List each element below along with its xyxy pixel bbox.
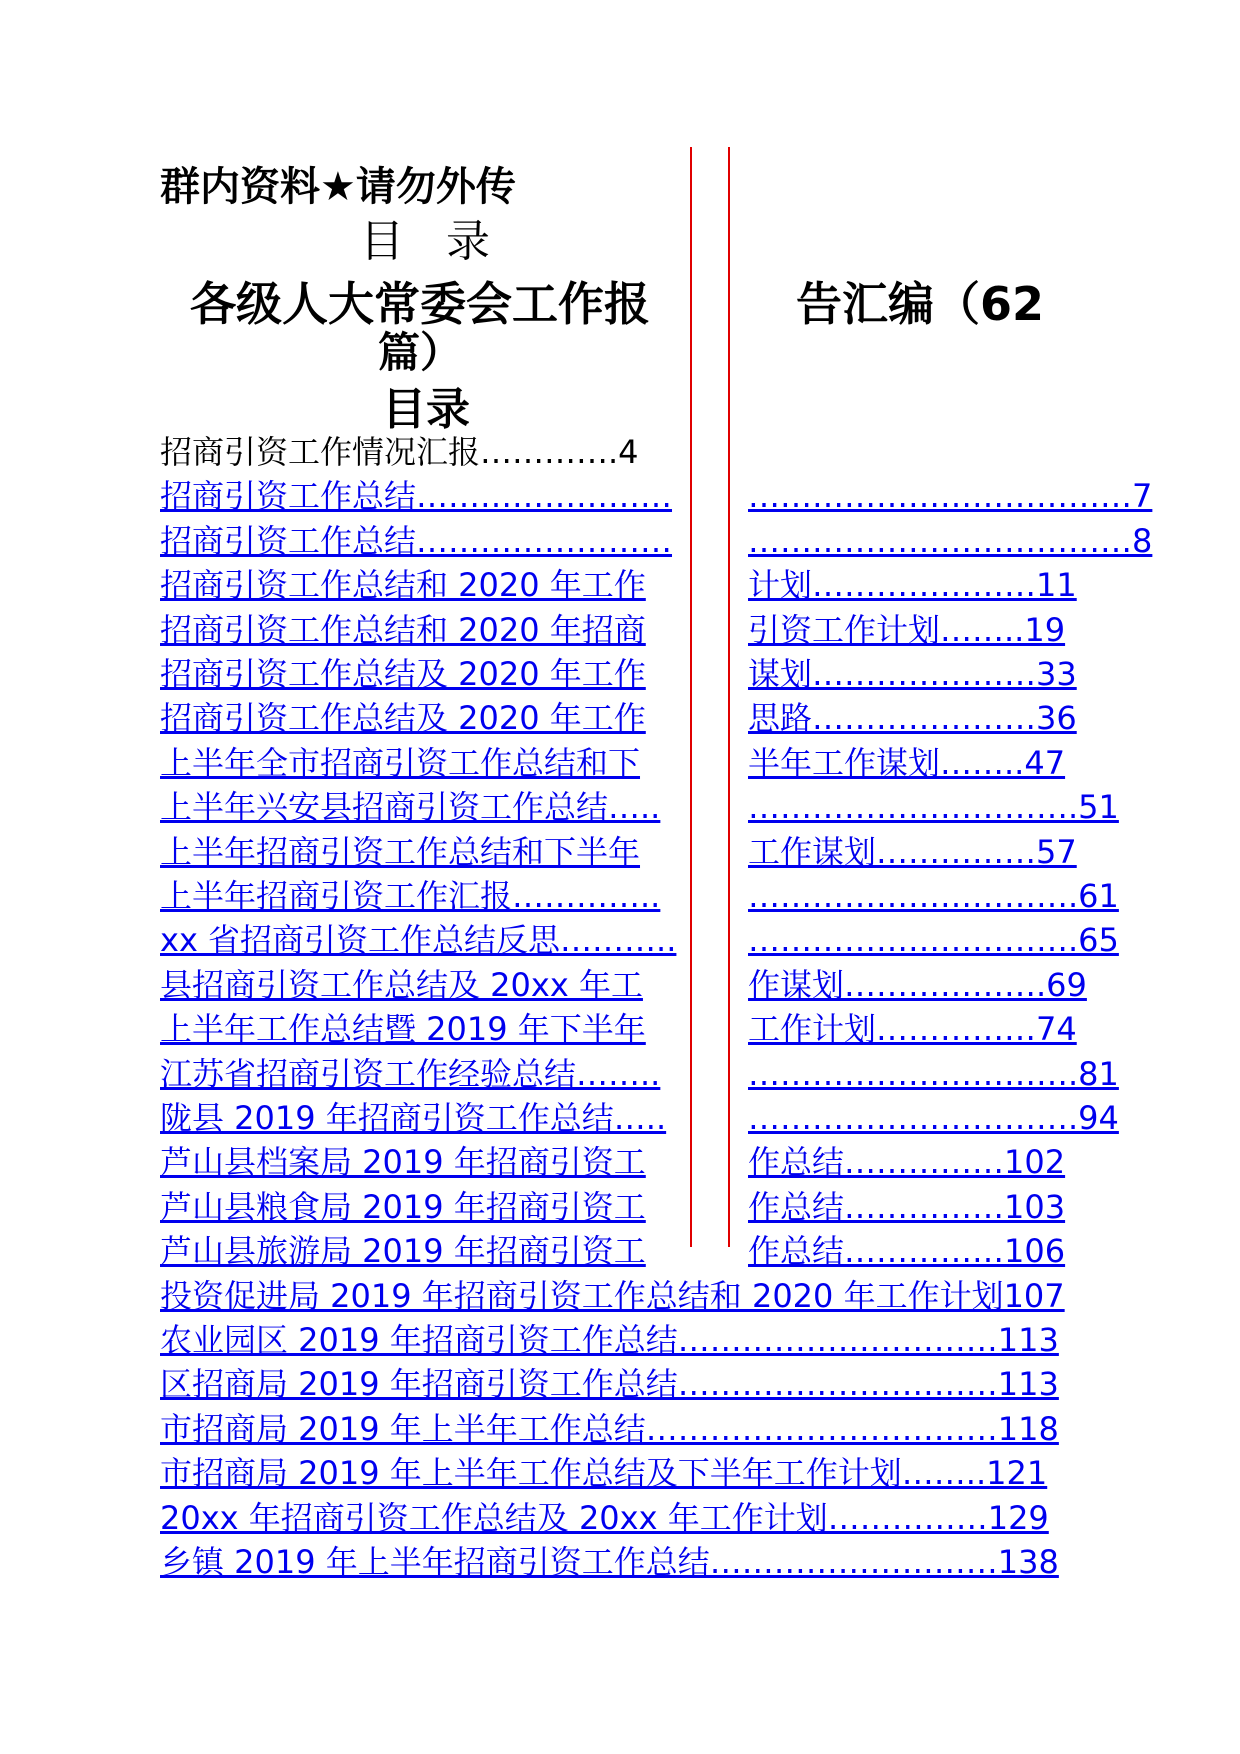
toc-entry-left[interactable] <box>160 1052 660 1096</box>
toc-entry-left-link[interactable]: 芦山县旅游局 2019 年招商引资工 <box>160 1232 646 1271</box>
toc-entry-full[interactable] <box>160 1407 1059 1451</box>
toc-entry-full[interactable] <box>160 1318 1059 1362</box>
toc-entry-full[interactable] <box>160 1451 1047 1495</box>
watermark-notice: 群内资料★请勿外传 <box>160 164 516 210</box>
toc-entry-left-link[interactable]: 上半年招商引资工作汇报………….. <box>160 877 661 915</box>
column-divider-right <box>728 147 730 1247</box>
toc-entry-right[interactable] <box>748 1007 1077 1051</box>
toc-entry-left[interactable] <box>160 1185 646 1229</box>
toc-entry-right-link[interactable]: 作总结……………103 <box>748 1187 1066 1226</box>
toc-entry-right-link[interactable]: ………………………….65 <box>748 921 1119 960</box>
toc-entry-left[interactable] <box>160 830 640 874</box>
toc-entry-left-link[interactable]: 县招商引资工作总结及 20xx 年工 <box>160 965 643 1004</box>
toc-entry-right[interactable] <box>748 519 1152 563</box>
toc-entry-left[interactable] <box>160 519 672 563</box>
toc-entry-right-link[interactable]: 作总结……………106 <box>748 1232 1066 1271</box>
toc-entry-right[interactable] <box>748 963 1087 1007</box>
toc-entry-right[interactable] <box>748 918 1119 962</box>
toc-entry-left[interactable] <box>160 741 640 785</box>
toc-entry-left[interactable] <box>160 1096 666 1140</box>
toc-entry-left-link[interactable]: 招商引资工作总结…………………… <box>160 477 673 516</box>
toc-entry-left[interactable] <box>160 785 660 829</box>
toc-entry-right-link[interactable]: ………………………….61 <box>748 877 1119 915</box>
toc-entry-left-link[interactable]: 江苏省招商引资工作经验总结…….. <box>160 1054 661 1093</box>
toc-entry-right-link[interactable]: 思路…………………36 <box>748 699 1077 738</box>
toc-entry-left[interactable] <box>160 696 646 740</box>
column-divider-left <box>690 147 692 1247</box>
toc-entry-left-link[interactable]: 招商引资工作总结和 2020 年工作 <box>160 566 646 605</box>
toc-entry-left[interactable] <box>160 874 660 918</box>
toc-entry-left[interactable] <box>160 652 646 696</box>
toc-entry-left <box>160 430 639 474</box>
toc-entry-left-link[interactable]: 上半年全市招商引资工作总结和下 <box>160 743 641 782</box>
toc-entry-full[interactable] <box>160 1274 1065 1318</box>
document-title-left: 各级人大常委会工作报 <box>190 277 650 331</box>
toc-entry-right[interactable] <box>748 652 1077 696</box>
toc-entry-right[interactable] <box>748 563 1077 607</box>
document-title-right: 告汇编（62 <box>796 277 1045 331</box>
toc-entry-full-link[interactable]: 市招商局 2019 年上半年工作总结及下半年工作计划……..121 <box>160 1454 1048 1493</box>
toc-entry-right[interactable] <box>748 1140 1065 1184</box>
toc-entry-right-link[interactable]: ………………………….81 <box>748 1054 1119 1093</box>
toc-entry-right[interactable] <box>748 1052 1119 1096</box>
toc-heading-bold: 目录 <box>382 384 470 435</box>
toc-entry-right[interactable] <box>748 1096 1119 1140</box>
toc-entry-left-link[interactable]: 上半年工作总结暨 2019 年下半年 <box>160 1010 646 1049</box>
toc-entry-right[interactable] <box>748 874 1119 918</box>
toc-entry-left[interactable] <box>160 474 672 518</box>
toc-entry-left[interactable] <box>160 918 676 962</box>
toc-entry-full[interactable] <box>160 1362 1059 1406</box>
toc-entry-right-link[interactable]: 工作计划……………74 <box>748 1010 1077 1049</box>
toc-entry-left-link[interactable]: 陇县 2019 年招商引资工作总结….. <box>160 1099 667 1137</box>
toc-entry-full-link[interactable]: 市招商局 2019 年上半年工作总结……………………………118 <box>160 1409 1059 1448</box>
toc-entry-left-link[interactable]: 招商引资工作总结及 2020 年工作 <box>160 699 646 738</box>
toc-entry-full-link[interactable]: 农业园区 2019 年招商引资工作总结…………………………113 <box>160 1321 1059 1359</box>
toc-entry-left-link[interactable]: 招商引资工作总结和 2020 年招商 <box>160 610 646 649</box>
toc-entry-right[interactable] <box>748 830 1077 874</box>
toc-entry-left-text: 招商引资工作情况汇报………….4 <box>160 433 639 471</box>
toc-entry-right-link[interactable]: 谋划…………………33 <box>748 655 1077 693</box>
toc-entry-right[interactable] <box>748 741 1065 785</box>
toc-entry-right-link[interactable]: 半年工作谋划……..47 <box>748 743 1066 782</box>
toc-entry-right[interactable] <box>748 474 1152 518</box>
toc-entry-right-link[interactable]: 作谋划……………….69 <box>748 965 1087 1004</box>
toc-entry-right-link[interactable]: 引资工作计划……..19 <box>748 610 1066 649</box>
toc-entry-left[interactable] <box>160 563 646 607</box>
toc-entry-full[interactable] <box>160 1540 1059 1584</box>
toc-heading-light: 目 录 <box>360 216 504 267</box>
toc-entry-right[interactable] <box>748 608 1065 652</box>
toc-entry-left-link[interactable]: 上半年兴安县招商引资工作总结….. <box>160 788 661 827</box>
toc-entry-left-link[interactable]: 芦山县档案局 2019 年招商引资工 <box>160 1143 646 1182</box>
toc-entry-right[interactable] <box>748 1185 1065 1229</box>
toc-entry-left-link[interactable]: 招商引资工作总结及 2020 年工作 <box>160 655 646 693</box>
toc-entry-right-link[interactable]: ………………………………7 <box>748 477 1153 516</box>
document-title-continuation: 篇） <box>378 328 463 377</box>
toc-entry-left[interactable] <box>160 1007 646 1051</box>
toc-entry-right-link[interactable]: ………………………….94 <box>748 1099 1119 1137</box>
toc-entry-right-link[interactable]: 计划…………………11 <box>748 566 1077 605</box>
toc-entry-full[interactable] <box>160 1496 1049 1540</box>
toc-entry-right[interactable] <box>748 1229 1065 1273</box>
toc-entry-left-link[interactable]: 上半年招商引资工作总结和下半年 <box>160 832 641 871</box>
toc-entry-right-link[interactable]: 工作谋划……………57 <box>748 832 1077 871</box>
toc-entry-right[interactable] <box>748 696 1077 740</box>
toc-entry-full-link[interactable]: 区招商局 2019 年招商引资工作总结…………………………113 <box>160 1365 1059 1404</box>
toc-entry-left[interactable] <box>160 963 643 1007</box>
toc-entry-left-link[interactable]: 芦山县粮食局 2019 年招商引资工 <box>160 1187 646 1226</box>
toc-entry-left-link[interactable]: xx 省招商引资工作总结反思……….. <box>160 921 677 960</box>
toc-entry-left[interactable] <box>160 1229 646 1273</box>
toc-entry-left[interactable] <box>160 608 646 652</box>
toc-entry-right-link[interactable]: ………………………………8 <box>748 521 1153 560</box>
toc-entry-left[interactable] <box>160 1140 646 1184</box>
toc-entry-left-link[interactable]: 招商引资工作总结…………………… <box>160 521 673 560</box>
toc-entry-right-link[interactable]: ………………………….51 <box>748 788 1119 827</box>
toc-entry-right-link[interactable]: 作总结……………102 <box>748 1143 1066 1182</box>
toc-entry-full-link[interactable]: 投资促进局 2019 年招商引资工作总结和 2020 年工作计划107 <box>160 1276 1065 1315</box>
toc-entry-right[interactable] <box>748 785 1119 829</box>
toc-entry-full-link[interactable]: 乡镇 2019 年上半年招商引资工作总结………………………138 <box>160 1543 1059 1581</box>
toc-entry-full-link[interactable]: 20xx 年招商引资工作总结及 20xx 年工作计划……………129 <box>160 1498 1049 1537</box>
